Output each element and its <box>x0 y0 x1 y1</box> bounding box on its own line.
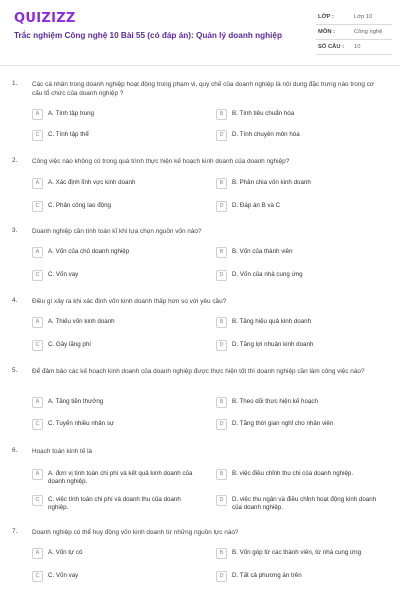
option-text: C. Vốn vay <box>48 572 79 579</box>
option-text: D. Tăng thời gian nghỉ cho nhân viên <box>232 420 334 427</box>
option-text: C. Phân công lao động <box>48 202 111 209</box>
question-text: Công việc nào không có trong quá trình thực hiện kế hoạch kinh doanh của doanh nghiệp? <box>32 158 290 165</box>
option-text: A. đơn vị tính toán chi phí và kết quả kinh doanh của doanh nghiệp. <box>48 470 193 486</box>
option-letter-badge: C <box>32 270 43 281</box>
question-number: 3. <box>12 227 18 234</box>
option-text: C. Tuyển nhiều nhân sự <box>48 420 115 427</box>
option-letter-badge: C <box>32 201 43 212</box>
option-letter-badge: A <box>32 469 43 480</box>
option-text: D. Tính chuyên môn hóa <box>232 131 300 138</box>
option-letter-badge: D <box>216 270 227 281</box>
option-text: A. Tăng tiền thưởng <box>48 398 104 405</box>
option-text: B. Vốn của thành viên <box>232 248 293 255</box>
option-text: A. Vốn tự có <box>48 549 83 556</box>
option-letter-badge: C <box>32 419 43 430</box>
option-letter-badge: A <box>32 178 43 189</box>
option-letter-badge: D <box>216 571 227 582</box>
question-number: 6. <box>12 447 18 454</box>
option-letter-badge: B <box>216 469 227 480</box>
option-letter-badge: B <box>216 178 227 189</box>
question-text: Doanh nghiệp có thể huy động vốn kinh doanh từ những nguồn lực nào? <box>32 529 239 536</box>
option-letter-badge: C <box>32 340 43 351</box>
question-number: 7. <box>12 528 18 535</box>
option-text: B. Tính tiêu chuẩn hóa <box>232 110 295 117</box>
option-letter-badge: B <box>216 548 227 559</box>
quizizz-logo: QUIZIZZ <box>14 11 76 26</box>
option-letter-badge: D <box>216 495 227 506</box>
option-text: A. Thiếu vốn kinh doanh <box>48 318 115 325</box>
meta-row-subject <box>316 25 392 40</box>
option-text: B. Vốn góp từ các thành viên, từ nhà cung ứng <box>232 549 362 556</box>
meta-key: LỚP : <box>318 14 334 20</box>
option-letter-badge: A <box>32 548 43 559</box>
option-letter-badge: A <box>32 109 43 120</box>
option-text: B. Theo dõi thực hiện kế hoạch <box>232 398 318 405</box>
option-text: D. Đáp án B và C <box>232 202 281 209</box>
option-letter-badge: B <box>216 317 227 328</box>
option-text: B. Tăng hiệu quả kinh doanh <box>232 318 312 325</box>
option-text: C. Vốn vay <box>48 271 79 278</box>
meta-key: SỐ CÂU : <box>318 44 345 50</box>
option-text: D. Tăng lợi nhuận kinh doanh <box>232 341 314 348</box>
option-text: D. Vốn của nhà cung ứng <box>232 271 303 278</box>
option-letter-badge: C <box>32 495 43 506</box>
option-letter-badge: D <box>216 340 227 351</box>
meta-value: Công nghệ <box>354 29 383 35</box>
option-text: C. Tính tập thể <box>48 131 89 138</box>
option-letter-badge: B <box>216 397 227 408</box>
meta-table <box>316 10 392 55</box>
question-text: Điều gì xảy ra khi xác định vốn kinh doanh thấp hơn so với yêu cầu? <box>32 298 227 305</box>
document-header <box>0 0 400 66</box>
meta-value: 10 <box>354 44 361 50</box>
question-text: Các cá nhân trong doanh nghiệp hoạt động trong phạm vi, quy chế của doanh nghiệp là nội dung đặc trưng nào trong cơ cấu tổ chức của doanh nghiệp ? <box>32 81 375 97</box>
question-text: Hoạch toán kinh tế là <box>32 448 93 455</box>
option-text: B. việc điều chỉnh thu chi của doanh nghiệp. <box>232 470 354 477</box>
option-text: D. việc thu ngân và điều chỉnh hoạt động kinh doanh của doanh nghiệp. <box>232 496 377 512</box>
option-text: A. Xác định lĩnh vực kinh doanh <box>48 179 136 186</box>
meta-value: Lớp 10 <box>354 14 373 20</box>
option-text: C. Gây lãng phí <box>48 341 91 348</box>
question-number: 5. <box>12 367 18 374</box>
option-letter-badge: C <box>32 571 43 582</box>
option-text: B. Phân chia vốn kinh doanh <box>232 179 311 186</box>
question-text: Doanh nghiệp cần tính toán kĩ khi lựa chọn nguồn vốn nào? <box>32 228 202 235</box>
option-letter-badge: D <box>216 201 227 212</box>
question-text: Để đảm bảo các kế hoạch kinh doanh của doanh nghiệp được thực hiện tốt thì doanh nghiệp cần làm công việc nào? <box>32 368 365 375</box>
option-letter-badge: B <box>216 109 227 120</box>
option-text: D. Tất cả phương án trên <box>232 572 302 579</box>
option-letter-badge: D <box>216 130 227 141</box>
option-text: A. Tính tập trung <box>48 110 94 117</box>
meta-row-count <box>316 40 392 55</box>
option-letter-badge: A <box>32 397 43 408</box>
meta-row-grade <box>316 10 392 25</box>
option-text: C. việc tính toán chi phí và doanh thu của doanh nghiệp. <box>48 496 181 512</box>
option-letter-badge: B <box>216 247 227 258</box>
question-number: 1. <box>12 80 18 87</box>
question-number: 2. <box>12 157 18 164</box>
option-text: A. Vốn của chủ doanh nghiệp <box>48 248 130 255</box>
option-letter-badge: D <box>216 419 227 430</box>
option-letter-badge: A <box>32 247 43 258</box>
question-number: 4. <box>12 297 18 304</box>
meta-key: MÔN : <box>318 29 336 35</box>
option-letter-badge: C <box>32 130 43 141</box>
page-title: Trắc nghiệm Công nghệ 10 Bài 55 (có đáp án): Quản lý doanh nghiệp <box>14 31 282 40</box>
option-letter-badge: A <box>32 317 43 328</box>
